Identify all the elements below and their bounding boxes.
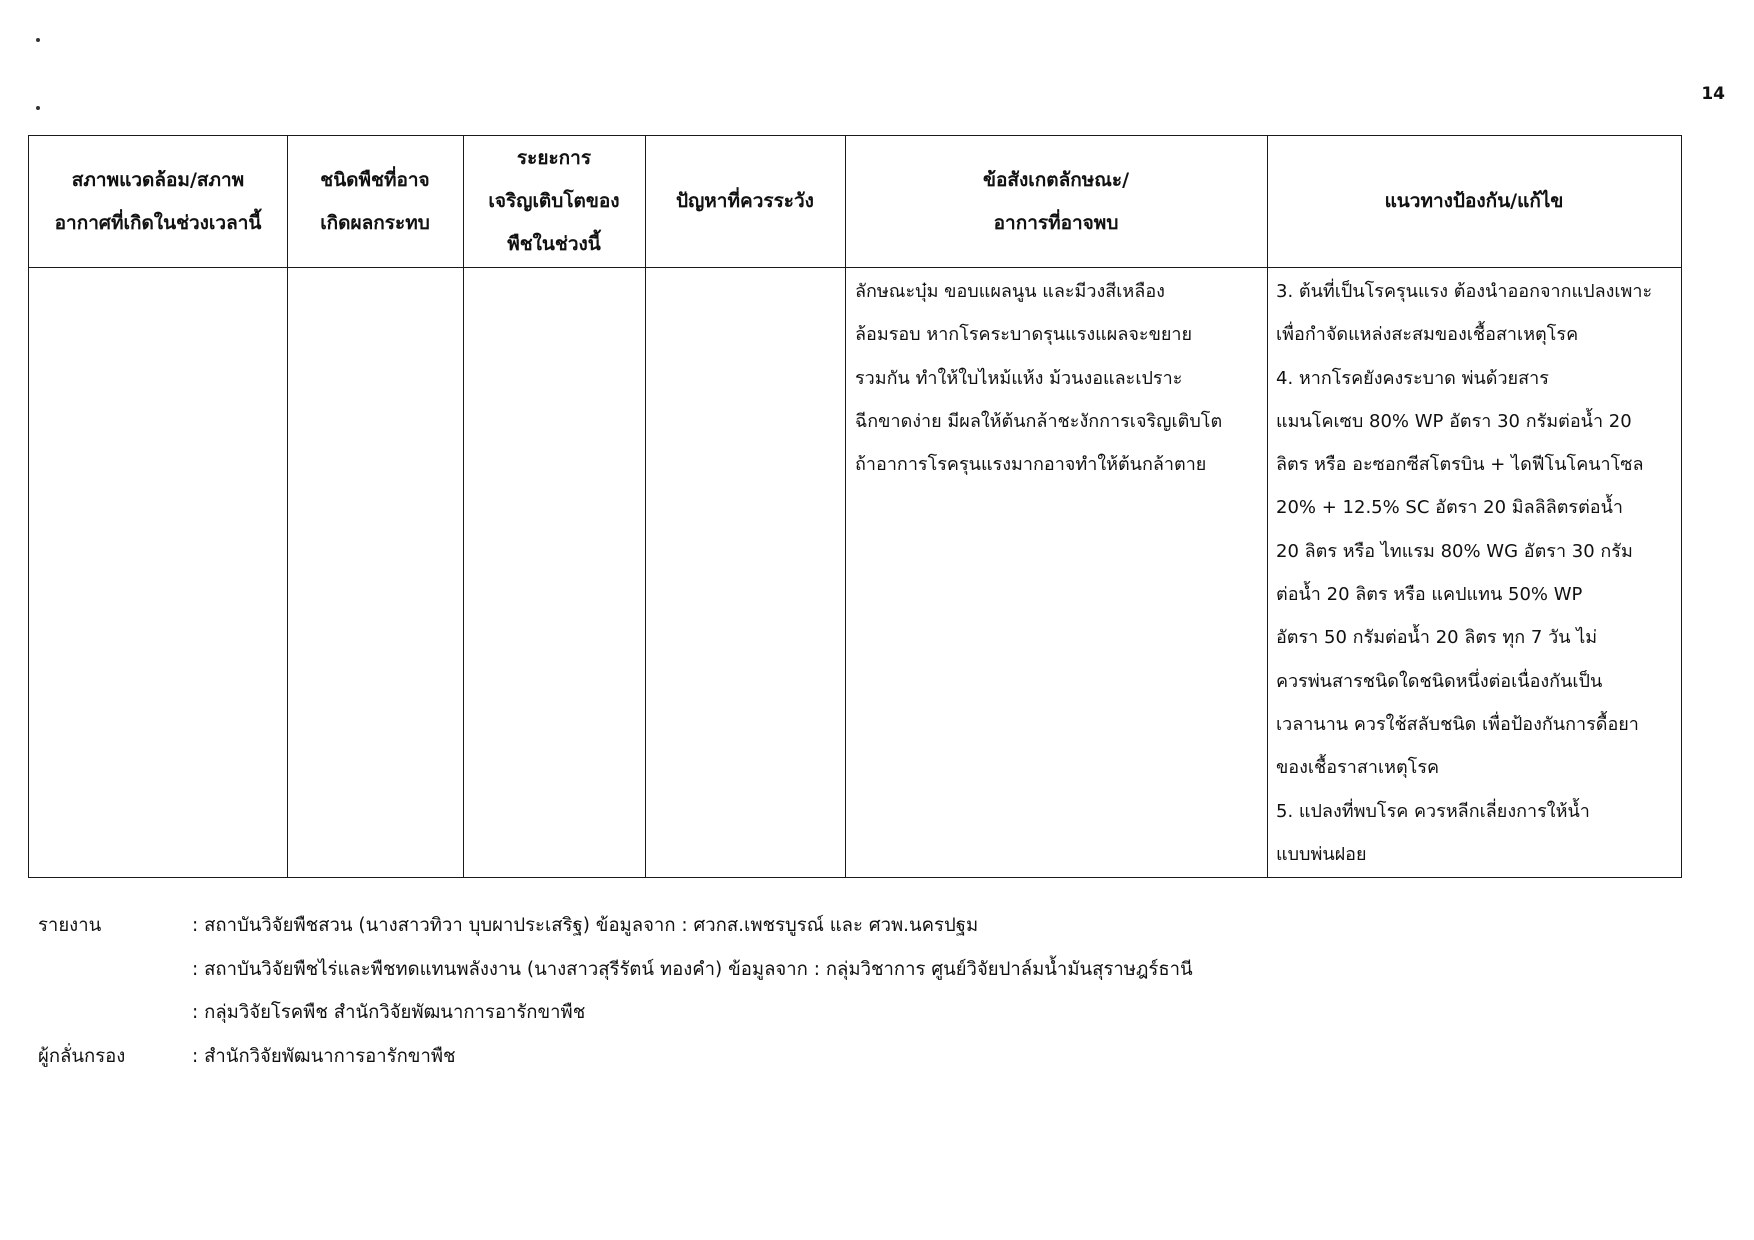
prevention-line: 4. หากโรคยังคงระบาด พ่นด้วยสาร	[1276, 367, 1549, 389]
reviewer-label: ผู้กลั่นกรอง	[38, 1045, 126, 1067]
observation-cell	[855, 270, 1261, 486]
report-source: : สถาบันวิจัยพืชไร่และพืชทดแทนพลังงาน (นางสาวสุรีรัตน์ ทองคำ) ข้อมูลจาก : กลุ่มวิชาการ ศูนย์วิจัยปาล์มน้ำมันสุราษฎร์ธานี	[192, 958, 1193, 980]
header-environment: สภาพแวดล้อม/สภาพ อากาศที่เกิดในช่วงเวลานี้	[54, 168, 262, 234]
report-row	[38, 991, 1698, 1035]
report-source: : กลุ่มวิจัยโรคพืช สำนักวิจัยพัฒนาการอารักขาพืช	[192, 1002, 586, 1023]
prevention-line: 3. ต้นที่เป็นโรครุนแรง ต้องนำออกจากแปลงเพาะ	[1276, 281, 1653, 302]
prevention-line: แมนโคเซบ 80% WP อัตรา 30 กรัมต่อน้ำ 20	[1276, 410, 1632, 432]
header-affected-crops: ชนิดพืชที่อาจ เกิดผลกระทบ	[320, 168, 430, 234]
prevention-line: 20% + 12.5% SC อัตรา 20 มิลลิลิตรต่อน้ำ	[1276, 497, 1624, 519]
report-source: : สถาบันวิจัยพืชสวน (นางสาวทิวา บุบผาประเสริฐ) ข้อมูลจาก : ศวกส.เพชรบูรณ์ และ ศวพ.นครปฐม	[192, 915, 979, 936]
prevention-line: ของเชื้อราสาเหตุโรค	[1276, 757, 1440, 779]
prevention-line: ควรพ่นสารชนิดใดชนิดหนึ่งต่อเนื่องกันเป็น	[1276, 670, 1603, 692]
report-row	[38, 904, 1698, 948]
header-divider	[29, 267, 1681, 268]
prevention-cell	[1276, 270, 1679, 876]
reviewer-row	[38, 1035, 1698, 1079]
scan-dot	[36, 106, 40, 110]
header-prevention: แนวทางป้องกัน/แก้ไข	[1384, 190, 1564, 212]
prevention-line: แบบพ่นฝอย	[1276, 843, 1367, 865]
reviewer-name: : สำนักวิจัยพัฒนาการอารักขาพืช	[192, 1045, 456, 1067]
header-problems: ปัญหาที่ควรระวัง	[676, 190, 814, 212]
report-label: รายงาน	[38, 915, 102, 936]
prevention-line: เวลานาน ควรใช้สลับชนิด เพื่อป้องกันการดื้อยา	[1276, 713, 1639, 735]
observation-line: ลักษณะบุ๋ม ขอบแผลนูน และมีวงสีเหลือง	[855, 281, 1165, 302]
header-observations: ข้อสังเกตลักษณะ/ อาการที่อาจพบ	[982, 168, 1130, 234]
scan-dot	[36, 38, 40, 42]
observation-line: ฉีกขาดง่าย มีผลให้ต้นกล้าชะงักการเจริญเติบโต	[855, 410, 1223, 432]
prevention-line: 20 ลิตร หรือ ไทแรม 80% WG อัตรา 30 กรัม	[1276, 540, 1633, 562]
observation-line: ถ้าอาการโรครุนแรงมากอาจทำให้ต้นกล้าตาย	[855, 454, 1207, 476]
prevention-line: ลิตร หรือ อะซอกซีสโตรบิน + ไดฟีโนโคนาโซล	[1276, 454, 1644, 476]
crop-advisory-table	[28, 135, 1682, 878]
prevention-line: ต่อน้ำ 20 ลิตร หรือ แคปแทน 50% WP	[1276, 584, 1583, 606]
prevention-line: อัตรา 50 กรัมต่อน้ำ 20 ลิตร ทุก 7 วัน ไม่	[1276, 627, 1598, 649]
prevention-line: 5. แปลงที่พบโรค ควรหลีกเลี่ยงการให้น้ำ	[1276, 800, 1590, 822]
observation-line: ล้อมรอบ หากโรคระบาดรุนแรงแผลจะขยาย	[855, 324, 1193, 346]
report-row	[38, 948, 1698, 992]
observation-line: รวมกัน ทำให้ใบไหม้แห้ง ม้วนงอและเปราะ	[855, 367, 1183, 389]
prevention-line: เพื่อกำจัดแหล่งสะสมของเชื้อสาเหตุโรค	[1276, 324, 1579, 346]
report-footer	[38, 904, 1698, 1078]
header-growth-stage: ระยะการ เจริญเติบโตของ พืชในช่วงนี้	[488, 147, 620, 255]
page-number: 14	[1701, 84, 1725, 104]
